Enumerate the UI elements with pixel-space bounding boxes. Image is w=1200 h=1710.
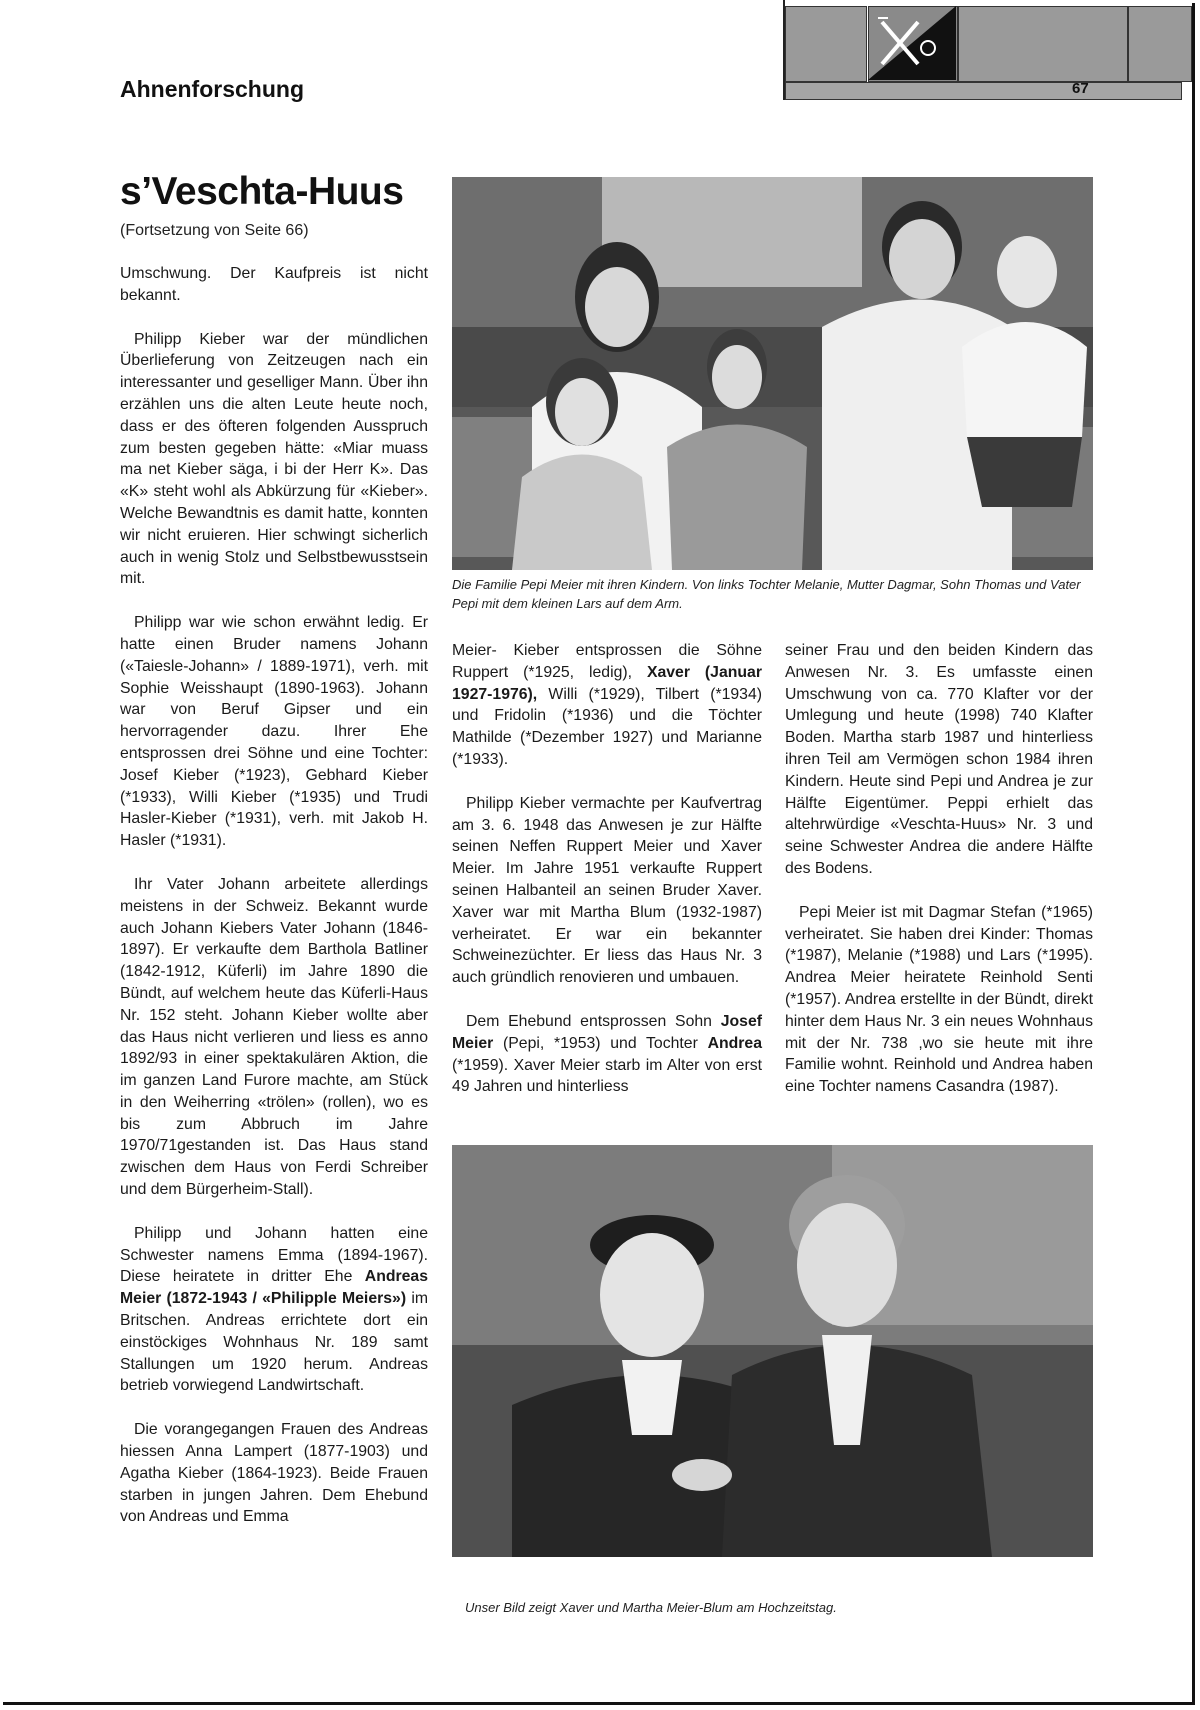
- text-run: Meier- Kieber entsprossen die Söhne Ruppert (*1925, ledig),: [452, 642, 762, 681]
- crossed-tools-icon: [868, 6, 956, 80]
- left-column: [120, 263, 428, 1528]
- paragraph: Ihr Vater Johann arbeitete allerdings meistens in der Schweiz. Bekannt wurde auch Johann Kiebers Vater Johann (1846-1897). Er verkaufte dem Bartholа Batliner (1842-1912, Küferli) im Jahre 1890 die Bündt, auf welchem heute das Küferli-Haus Nr. 152 steht. Johann Kieber wollte aber das Haus nicht verlieren und liess es anno 1892/93 in einer spektakulären Aktion, die im ganzen Land Furore machte, am Stück in den Weiherring «trölen» (rollen), wo es bis zum Abbruch im Jahre 1970/71gestanden ist. Das Haus stand zwischen dem Haus von Ferdi Schreiber und dem Bürgerheim-Stall).: [120, 875, 428, 1199]
- text-run: (Pepi, *1953) und Tochter: [493, 1034, 708, 1052]
- page-number: 67: [1072, 80, 1089, 97]
- section-title: Ahnenforschung: [120, 76, 304, 102]
- paragraph: seiner Frau und den beiden Kindern das Anwesen Nr. 3. Es umfasste einen Umschwung von ca. 770 Klafter vor der Umlegung und heute (1998) 740 Klafter Boden. Martha starb 1987 und hinterliess ihren Teil am Vermögen schon 1984 ihren Kindern. Heute sind Pepi und Andrea je zur Hälfte Eigentümer. Peppi erhielt das altehrwürdige «Veschta-Huus» Nr. 3 und seine Schwester Andrea die andere Hälfte des Bodens.: [785, 642, 1093, 877]
- paragraph: [452, 1011, 762, 1098]
- wedding-photo: [452, 1145, 1093, 1557]
- paragraph: Die vorangegangen Frauen des Andreas hiessen Anna Lampert (1877-1903) und Agatha Kieber (1864-1923). Beide Frauen starben in jungen Jahren. Dem Ehebund von Andreas und Emma: [120, 1421, 428, 1526]
- bold-name: Xaver (Januar 1927-1976),: [452, 663, 762, 703]
- right-column: [785, 640, 1093, 1098]
- bold-name: Josef Meier: [452, 1012, 762, 1052]
- text-run: (*1959). Xaver Meier starb im Alter von erst 49 Jahren und hinterliess: [452, 1056, 762, 1096]
- paragraph: [120, 1223, 428, 1397]
- paragraph: [452, 640, 762, 771]
- text-run: Dem Ehebund entsprossen Sohn: [466, 1012, 721, 1030]
- family-photo: [452, 177, 1093, 570]
- text-run: im Britschen. Andreas errichtete dort ein einstöckiges Wohnhaus Nr. 189 samt Stallungen um 1920 herum. Andreas betrieb vorwiegend Landwirtschaft.: [120, 1290, 428, 1395]
- bold-name: Andreas Meier (1872-1943 / «Philipple Meiers»): [120, 1268, 428, 1308]
- paragraph: Umschwung. Der Kaufpreis ist nicht bekannt.: [120, 265, 428, 304]
- text-run: Willi (*1929), Tilbert (*1934) und Fridolin (*1936) und die Töchter Mathilde (*Dezember 1927) und Marianne (*1933).: [452, 685, 762, 768]
- middle-column: [452, 640, 762, 1098]
- paragraph: Philipp war wie schon erwähnt ledig. Er hatte einen Bruder namens Johann («Taiesle-Johann» / 1889-1971), verh. mit Sophie Weisshaupt (1890-1963). Johann war von Beruf Gipser und ein hervorragender dazu. Ihrer Ehe entsprossen drei Söhne und eine Tochter: Josef Kieber (*1923), Gebhard Kieber (*1933), Willi Kieber (*1935) und Trudi Hasler-Kieber (*1931), verh. mit Jakob H. Hasler (*1931).: [120, 614, 428, 850]
- bold-name: Andrea: [707, 1034, 762, 1052]
- text-run: Philipp und Johann hatten eine Schwester namens Emma (1894-1967). Diese heiratete in dritter Ehe: [120, 1224, 428, 1286]
- paragraph: Pepi Meier ist mit Dagmar Stefan (*1965) verheiratet. Sie haben drei Kinder: Thomas (*1987), Melanie (*1988) und Lars (*1995). Andrea Meier heiratete Reinhold Senti (*1957). Andrea erstellte in der Bündt, direkt hinter dem Haus Nr. 3 ein neues Wohnhaus mit der Nr. 738 ,wo sie heute mit ihre Familie wohnt. Reinhold und Andrea haben eine Tochter namens Casandra (1987).: [785, 903, 1093, 1096]
- wedding-photo-caption: Unser Bild zeigt Xaver und Martha Meier-Blum am Hochzeitstag.: [465, 1600, 837, 1615]
- article-subtitle: (Fortsetzung von Seite 66): [120, 222, 309, 239]
- family-photo-caption: Die Familie Pepi Meier mit ihren Kindern. Von links Tochter Melanie, Mutter Dagmar, Sohn Thomas und Vater Pepi mit dem kleinen Lars auf dem Arm.: [452, 577, 1081, 611]
- paragraph: Philipp Kieber war der mündlichen Überlieferung von Zeitzeugen nach ein interessanter und geselliger Mann. Über ihn erzählen uns die alten Leute heute noch, dass er des öfteren folgenden Ausspruch zum besten gegeben hätte: «Miar muass ma net Kieber säga, i bi der Herr K». Das «K» steht wohl als Abkürzung für «Kieber». Welche Bewandtnis es damit hatte, konnten wir nicht eruieren. Hier schwingt sicherlich auch in wenig Stolz und Selbstbewusstsein mit.: [120, 330, 428, 588]
- article-title: s’Veschta-Huus: [120, 170, 404, 213]
- paragraph: Philipp Kieber vermachte per Kaufvertrag am 3. 6. 1948 das Anwesen je zur Hälfte seinen Neffen Ruppert Meier und Xaver Meier. Im Jahre 1951 verkaufte Ruppert seinen Halbanteil an seinen Bruder Xaver. Xaver war mit Martha Blum (1932-1987) verheiratet. Er war ein bekannter Schweinezüchter. Er liess das Haus Nr. 3 auch gründlich renovieren und umbauen.: [452, 794, 762, 987]
